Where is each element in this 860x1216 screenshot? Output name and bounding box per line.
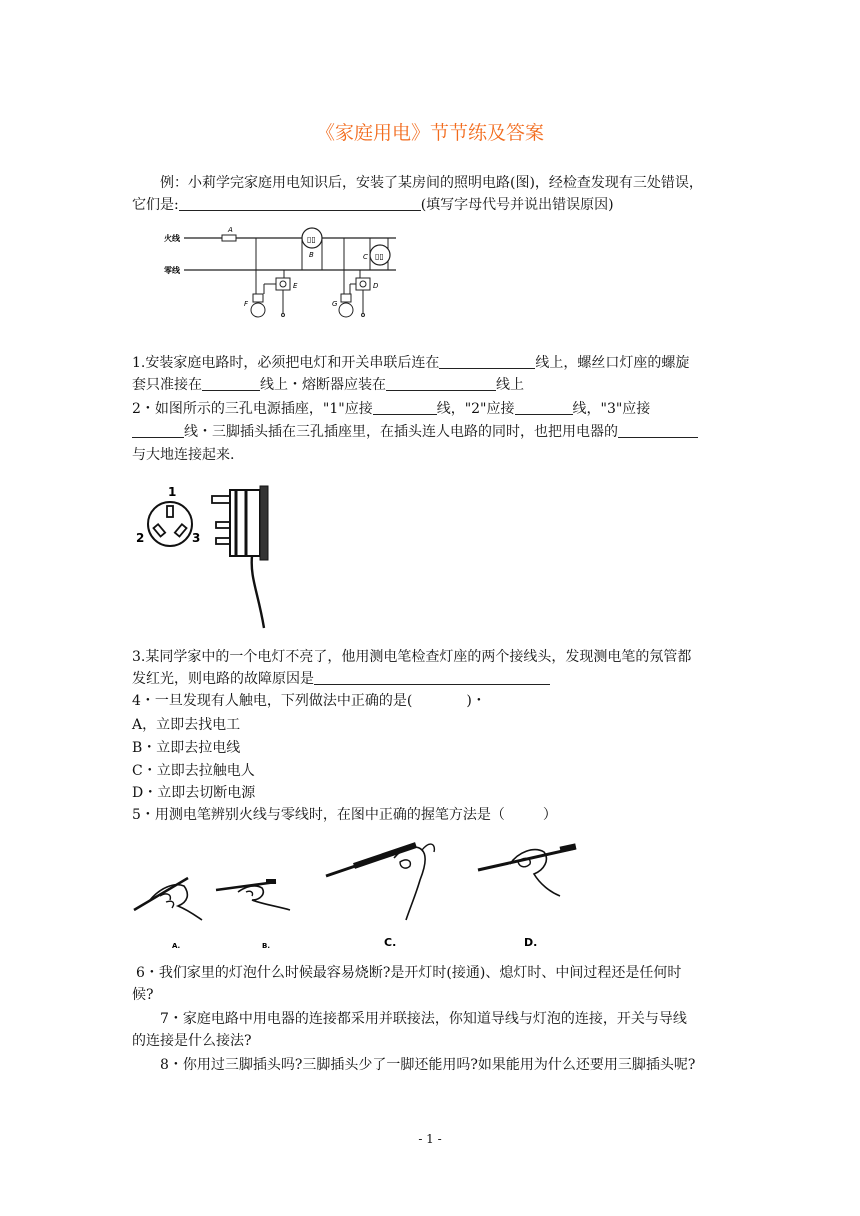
q7-line-2: 的连接是什么接法? (132, 1033, 252, 1049)
q4-stem (132, 690, 732, 712)
label-a: A (228, 226, 233, 234)
neutral-wire-label: 零线 (164, 266, 180, 275)
fig-label-c: C. (384, 936, 397, 949)
q3-line-1: 3.某同学家中的一个电灯不亮了，他用测电笔检查灯座的两个接线头，发现测电笔的氖管都 (132, 649, 692, 665)
socket-label-1: 1 (168, 485, 177, 499)
q2-text-c: 线，"3"应接 (572, 401, 651, 417)
lamp-g (339, 303, 353, 317)
page-number: - 1 - (418, 1132, 442, 1146)
q4-stem-a: 4・一旦发现有人触电，下列做法中正确的是( (132, 693, 413, 709)
lamp-holder-g (341, 294, 351, 302)
pull-cord-d-end (362, 314, 365, 317)
label-c: C (363, 253, 368, 261)
q3-text: 发红光，则电路的故障原因是 (132, 671, 314, 687)
q1-blank-1[interactable] (439, 354, 535, 369)
q1-line-1 (132, 352, 732, 374)
pull-cord-e-end (282, 314, 285, 317)
q1-blank-2[interactable] (202, 376, 260, 391)
fig-label-b: B. (262, 942, 270, 950)
q2-line-2 (132, 421, 732, 443)
socket-label-2: 2 (136, 531, 145, 545)
q1-text-e: 线上 (496, 377, 524, 393)
lamp-f (251, 303, 265, 317)
q4-option-d: D・立即去切断电源 (132, 785, 256, 801)
q6-line-1: 6・我们家里的灯泡什么时候最容易烧断?是开灯时(接通)、熄灯时、中间过程还是任何时 (136, 965, 682, 981)
q3-blank[interactable] (314, 670, 550, 685)
q1-line-2 (132, 374, 732, 396)
q2-blank-2[interactable] (515, 400, 573, 415)
fuse-a (222, 235, 236, 241)
circuit-diagram (160, 222, 410, 326)
q1-text-d: 线上・熔断器应装在 (260, 377, 386, 393)
switch-e (276, 278, 290, 290)
q2-blank-4[interactable] (618, 423, 698, 438)
grip-c (326, 844, 434, 949)
q4-option-a: A，立即去找电工 (132, 717, 241, 733)
example-prefix: 它们是: (132, 197, 179, 213)
example-line-1: 例：小莉学完家庭用电知识后，安装了某房间的照明电路(图)，经检查发现有三处错误， (160, 175, 703, 191)
q1-text-a: 1.安装家庭电路时，必须把电灯和开关串联后连在 (132, 355, 440, 371)
live-wire-label: 火线 (164, 234, 180, 243)
q2-line-3: 与大地连接起来. (132, 447, 235, 463)
q1-blank-3[interactable] (386, 376, 496, 391)
test-pen-grip-figures (130, 830, 600, 952)
socket-plug-figure (132, 482, 282, 632)
q4-stem-b: )・ (466, 693, 486, 709)
label-g: G (332, 300, 338, 308)
q2-text-d: 线・三脚插头插在三孔插座里，在插头连人电路的同时，也把用电器的 (184, 424, 618, 440)
q4-option-b: B・立即去拉电线 (132, 740, 241, 756)
label-f: F (244, 300, 249, 308)
fig-label-d: D. (524, 936, 538, 949)
label-e: E (293, 282, 298, 290)
lamp-holder-f (253, 294, 263, 302)
q2-blank-1[interactable] (373, 400, 437, 415)
plug-cord (252, 556, 264, 628)
grip-d (478, 843, 576, 949)
label-d: D (373, 282, 379, 290)
example-line-2 (132, 194, 732, 216)
plug-pin-bottom (216, 538, 230, 544)
socket-b-holes: ▯▯ (307, 235, 316, 244)
page-title: 《家庭用电》节节练及答案 (315, 122, 544, 144)
grip-a (134, 878, 202, 950)
socket-c-holes: ▯▯ (375, 252, 384, 261)
socket-label-3: 3 (192, 531, 201, 545)
q7-line-1: 7・家庭电路中用电器的连接都采用并联接法，你知道导线与灯泡的连接，开关与导线 (160, 1011, 687, 1027)
switch-d (356, 278, 370, 290)
q1-text-c: 套只准接在 (132, 377, 202, 393)
q2-text-a: 2・如图所示的三孔电源插座，"1"应接 (132, 401, 373, 417)
q6-line-2: 候? (132, 987, 154, 1003)
plug-pin-top (212, 496, 230, 503)
q5-stem-b: ） (542, 807, 557, 823)
q2-blank-3[interactable] (132, 423, 184, 438)
q5-stem (132, 804, 732, 826)
plug-pin-middle (216, 522, 230, 528)
q1-text-b: 线上，螺丝口灯座的螺旋 (535, 355, 690, 371)
label-b: B (309, 251, 314, 259)
plug-cap (260, 486, 268, 560)
q3-line-2 (132, 668, 732, 690)
q2-text-b: 线，"2"应接 (436, 401, 515, 417)
answer-blank[interactable] (179, 196, 421, 211)
socket-hole-1 (167, 506, 173, 517)
fig-label-a: A. (172, 942, 181, 950)
q5-stem-a: 5・用测电笔辨别火线与零线时，在图中正确的握笔方法是（ (132, 807, 505, 823)
grip-b (216, 879, 290, 950)
q8-line-1: 8・你用过三脚插头吗?三脚插头少了一脚还能用吗?如果能用为什么还要用三脚插头呢? (160, 1057, 696, 1073)
q2-line-1 (132, 398, 732, 420)
example-suffix: (填写字母代号并说出错误原因) (420, 197, 614, 213)
q4-option-c: C・立即去拉触电人 (132, 763, 255, 779)
